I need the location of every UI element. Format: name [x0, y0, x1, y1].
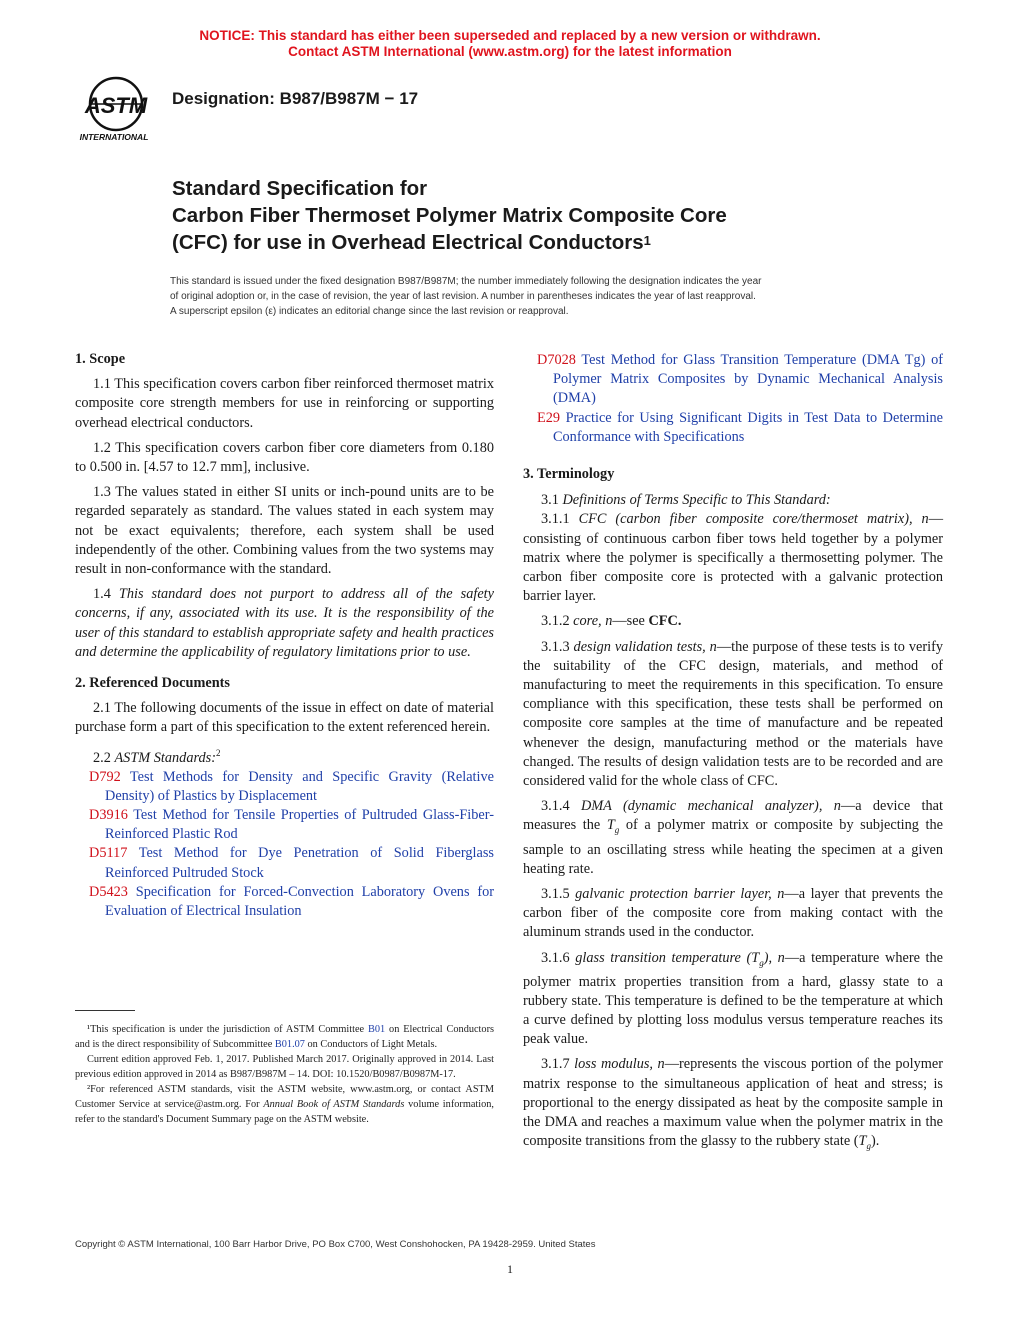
term-3-1-number: 3.1 [541, 492, 559, 509]
copyright-line: Copyright © ASTM International, 100 Barr Harbor Drive, PO Box C700, West Conshohocken, PA 19428-2959. United States [75, 1239, 596, 1250]
scope-heading: 1. Scope [75, 351, 126, 367]
title-line-1: Standard Specification for [172, 177, 428, 200]
tg-symbol: T [858, 1133, 867, 1150]
term-name: core, n [573, 613, 613, 630]
ref-item[interactable] [75, 768, 494, 806]
ref-code-link[interactable]: D5117 [89, 845, 128, 862]
issuance-line-1: This standard is issued under the fixed designation B987/B987M; the number immediately following the designation indicates the year [170, 276, 762, 287]
issuance-note [170, 274, 850, 319]
term-number: 3.1.3 [541, 638, 570, 655]
term-definition: —consisting of continuous carbon fiber tows held together by a polymer matrix where the polymer is specifically a thermosetting polymer. The carbon fiber composite core is protected with a galvanic protection barrier layer. [523, 511, 944, 605]
footnotes [75, 1022, 494, 1127]
tg-subscript: g [866, 1141, 871, 1152]
document-title [172, 175, 872, 256]
term-definition: —see [612, 613, 645, 630]
logo-letters: ASTM [84, 93, 148, 118]
ref-item[interactable] [75, 883, 494, 921]
term-number: 3.1.5 [541, 885, 570, 902]
refdocs-2-2 [75, 744, 494, 768]
issuance-line-2: of original adoption or, in the case of revision, the year of last revision. A number in parentheses indicates the year of last reapproval. [170, 291, 756, 302]
ref-code-link[interactable]: D7028 [537, 352, 576, 368]
term-name: DMA (dynamic mechanical analyzer), n [580, 798, 841, 815]
ref-title-link[interactable]: Test Method for Glass Transition Temperature (DMA Tg) of Polymer Matrix Composites by Dynamic Mechanical Analysis (DMA) [553, 352, 943, 407]
term-3-1-2 [523, 612, 943, 631]
ref-title-link[interactable]: Practice for Using Significant Digits in Test Data to Determine Conformance with Specifications [553, 409, 944, 445]
term-name: glass transition temperature ( [575, 949, 752, 966]
term-3-1-7 [523, 1055, 943, 1156]
term-name: galvanic protection barrier layer, n [575, 885, 785, 902]
ref-code-link[interactable]: E29 [537, 409, 561, 426]
ref-title-link[interactable]: Test Methods for Density and Specific Gravity (Relative Density) of Plastics by Displacement [105, 768, 494, 804]
scope-1-1: 1.1 This specification covers carbon fiber reinforced thermoset matrix composite core strength members for use in reinforcing or supporting overhead electrical conductors. [75, 376, 494, 431]
term-definition: —a layer that prevents the carbon fiber of the composite core from making contact with the aluminum strands used in the conductor. [523, 885, 943, 941]
refdocs-2-2-text: ASTM Standards: [114, 749, 216, 766]
term-3-1 [523, 491, 943, 510]
ref-item[interactable] [523, 351, 943, 409]
ref-title-link[interactable]: Test Method for Dye Penetration of Solid Fiberglass Reinforced Pultruded Stock [105, 845, 494, 881]
subcommittee-link[interactable]: B01.07 [274, 1039, 305, 1050]
notice-line-2: Contact ASTM International (www.astm.org) for the latest information [288, 44, 732, 59]
footnote-1-text-b: on Electrical Conductors and is the direct responsibility of Subcommittee [75, 1024, 495, 1050]
term-3-1-5 [523, 885, 943, 943]
scope-1-4-number: 1.4 [93, 586, 111, 603]
footnote-1-edition: Current edition approved Feb. 1, 2017. Published March 2017. Originally approved in 2014. Last previous edition approved in 2014 as B987/B987M – 14. DOI: 10.1520/B0987/B0987M-17. [75, 1054, 494, 1080]
ref-code-link[interactable]: D792 [89, 768, 121, 785]
term-3-1-1 [523, 510, 943, 606]
term-name: loss modulus, n [574, 1056, 665, 1073]
left-column [75, 350, 494, 921]
tg-subscript: g [614, 825, 620, 836]
astm-logo [74, 74, 162, 144]
footnote-2-text-a: ²For referenced ASTM standards, visit the ASTM website, www.astm.org, or contact ASTM Customer Service at service@astm.org. For [75, 1084, 494, 1110]
ref-title-link[interactable]: Test Method for Tensile Properties of Pultruded Glass-Fiber-Reinforced Plastic Rod [105, 807, 495, 843]
term-name: CFC (carbon fiber composite core/thermoset matrix), n [578, 511, 929, 528]
footnote-2-text-b: volume information, refer to the standard's Document Summary page on the ASTM website. [75, 1099, 494, 1125]
ref-title-link[interactable]: Specification for Forced-Convection Laboratory Ovens for Evaluation of Electrical Insulation [105, 883, 495, 920]
ref-code-link[interactable]: D3916 [89, 807, 128, 824]
scope-1-4-text: This standard does not purport to address all of the safety concerns, if any, associated with its use. It is the responsibility of the user of this standard to establish appropriate safety and health practices and determine the applicability of regulatory limitations prior to use. [75, 586, 494, 660]
term-3-1-3 [523, 638, 943, 792]
term-3-1-text: Definitions of Terms Specific to This Standard: [562, 492, 831, 509]
refdocs-2-1: 2.1 The following documents of the issue in effect on date of material purchase form a part of this specification to the extent referenced herein. [75, 700, 494, 736]
term-3-1-6 [523, 949, 943, 1050]
refdocs-heading: 2. Referenced Documents [75, 675, 230, 692]
notice-line-1: NOTICE: This standard has either been superseded and replaced by a new version or withdrawn. [199, 28, 821, 43]
scope-1-3: 1.3 The values stated in either SI units or inch-pound units are to be regarded separately as standard. The values stated in each system may not be exact equivalents; therefore, each system shall be used independently of the other. Combining values from the two systems may result in non-conformance with the standard. [75, 484, 494, 578]
term-number: 3.1.7 [541, 1056, 570, 1073]
term-definition: —a temperature where the polymer matrix properties transition from a hard, glassy state to a rubbery state. This temperature is defined to be the temperature at which a curve defined by plotting loss modulus versus temperature reaches its peak value. [523, 949, 944, 1048]
right-column [523, 351, 943, 1162]
page-number: 1 [507, 1262, 513, 1276]
ref-item[interactable] [75, 844, 494, 882]
term-name: design validation tests, n [573, 638, 717, 655]
title-line-3: (CFC) for use in Overhead Electrical Conductors [172, 231, 644, 254]
term-3-1-4 [523, 797, 943, 879]
term-name-end: ), n [763, 949, 785, 966]
tg-subscript: g [759, 957, 764, 968]
tg-symbol: T [751, 949, 760, 966]
footnote-2 [75, 1082, 494, 1127]
footnote-1-text-a: ¹This specification is under the jurisdiction of ASTM Committee [87, 1024, 365, 1035]
term-number: 3.1.2 [541, 613, 570, 630]
ref-code-link[interactable]: D5423 [89, 883, 128, 900]
refdocs-2-2-number: 2.2 [93, 749, 111, 766]
committee-link[interactable]: B01 [368, 1024, 386, 1035]
term-number: 3.1.6 [541, 949, 570, 966]
term-crossref: CFC. [648, 613, 682, 630]
term-number: 3.1.1 [541, 511, 570, 528]
logo-word: INTERNATIONAL [79, 132, 149, 142]
footnote-2-italic: Annual Book of ASTM Standards [263, 1099, 405, 1110]
scope-1-4 [75, 585, 494, 662]
footnote-divider [75, 1010, 135, 1011]
title-footnote-mark: 1 [643, 233, 651, 248]
footnote-1-text-c: on Conductors of Light Metals. [307, 1039, 438, 1050]
term-number: 3.1.4 [541, 798, 570, 815]
designation: Designation: B987/B987M − 17 [172, 89, 419, 108]
term-definition: —represents the viscous portion of the polymer matrix response to the simultaneous application of heat and stress; is proportional to the energy dissipated as heat by the composite sample in the DMA and reaches a maximum value when the polymer matrix in the composite transitions from the glassy to the rubbery state ( [523, 1056, 943, 1150]
scope-1-2: 1.2 This specification covers carbon fiber core diameters from 0.180 to 0.500 in. [4.57 to 12.7 mm], inclusive. [75, 439, 494, 476]
issuance-line-3: A superscript epsilon (ε) indicates an editorial change since the last revision or reapproval. [170, 306, 569, 317]
tg-symbol: T [606, 817, 615, 834]
term-definition-cont: of a polymer matrix or composite by subjecting the sample to an oscillating stress while heating the specimen at a given heating rate. [523, 817, 943, 877]
term-definition-end: ). [870, 1133, 880, 1150]
ref-item[interactable] [75, 806, 494, 844]
term-definition: —a device that measures the [523, 798, 943, 834]
term-definition: —the purpose of these tests is to verify the suitability of the CFC design, materials, and method of manufacturing to meet the requirements in this specification. To ensure compliance with this specification, these tests shall be performed on composite core samples at the time of manufacture and be repeated whenever the design, manufacturing method or the materials have changed. The results of design validation tests are to be recorded and are considered valid for the whole class of CFC. [523, 638, 944, 790]
title-line-2: Carbon Fiber Thermoset Polymer Matrix Composite Core [172, 204, 727, 227]
footnote-1 [75, 1022, 494, 1052]
refdocs-footnote-mark: 2 [216, 747, 221, 758]
ref-item[interactable] [523, 409, 943, 447]
terminology-heading: 3. Terminology [523, 466, 615, 483]
